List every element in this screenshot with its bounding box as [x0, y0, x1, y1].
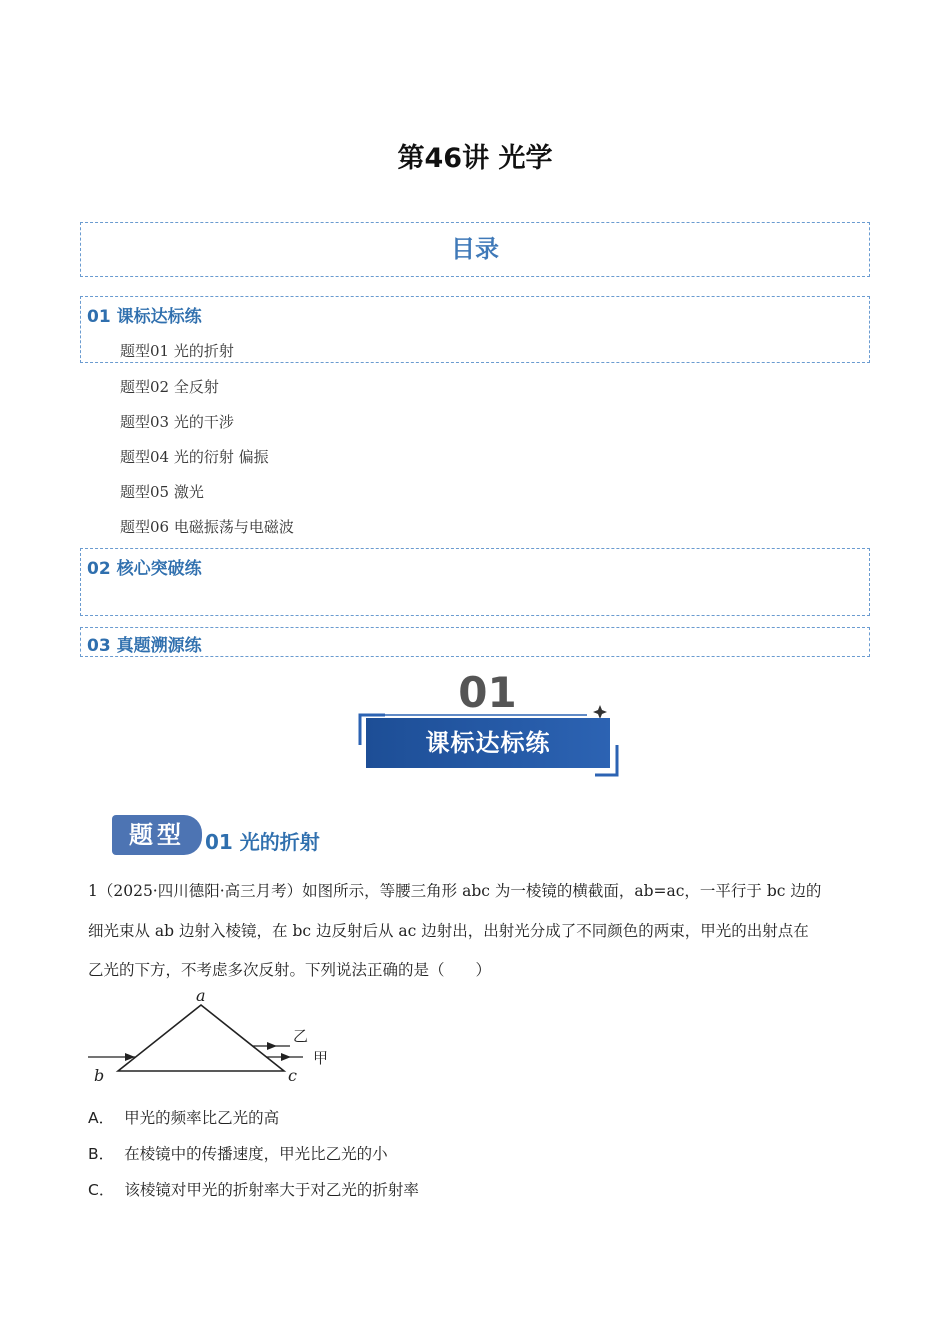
- beam-label: 乙: [293, 1027, 309, 1045]
- toc-item[interactable]: 题型05 激光: [120, 483, 204, 501]
- question-line: 1（2025·四川德阳·高三月考）如图所示，等腰三角形 abc 为一棱镜的横截面，ab=ac，一平行于 bc 边的: [88, 882, 822, 900]
- toc-heading: 目录: [451, 235, 499, 263]
- toc-section-label[interactable]: 03 真题溯源练: [87, 636, 202, 656]
- toc-item[interactable]: 题型03 光的干涉: [120, 413, 234, 431]
- option-a[interactable]: A． 甲光的频率比乙光的高: [88, 1109, 280, 1127]
- toc-item[interactable]: 题型02 全反射: [120, 378, 219, 396]
- prism-figure: [85, 985, 345, 1085]
- page-title: 第46讲 光学: [397, 143, 553, 174]
- vertex-label: b: [94, 1066, 105, 1085]
- banner-label: 课标达标练: [366, 718, 610, 768]
- beam-label: 甲: [313, 1049, 329, 1067]
- question-type-badge: 题型: [112, 815, 202, 855]
- vertex-label: c: [288, 1066, 297, 1085]
- toc-section-label[interactable]: 01 课标达标练: [87, 307, 202, 327]
- question-line: 乙光的下方，不考虑多次反射。下列说法正确的是（ ）: [88, 961, 492, 979]
- question-line: 细光束从 ab 边射入棱镜，在 bc 边反射后从 ac 边射出，出射光分成了不同颜色的两束，甲光的出射点在: [88, 922, 809, 940]
- toc-heading-box: [80, 222, 870, 277]
- toc-section-label[interactable]: 02 核心突破练: [87, 559, 202, 579]
- toc-section-3: [80, 627, 870, 657]
- question-type-title: 01 光的折射: [205, 830, 320, 854]
- toc-section-2: [80, 548, 870, 616]
- vertex-label: a: [196, 986, 206, 1005]
- banner-number: 01: [458, 668, 517, 717]
- option-c[interactable]: C． 该棱镜对甲光的折射率大于对乙光的折射率: [88, 1181, 419, 1199]
- toc-item[interactable]: 题型06 电磁振荡与电磁波: [120, 518, 294, 536]
- toc-item[interactable]: 题型01 光的折射: [120, 342, 234, 360]
- option-b[interactable]: B． 在棱镜中的传播速度，甲光比乙光的小: [88, 1145, 388, 1163]
- toc-item[interactable]: 题型04 光的衍射 偏振: [120, 448, 269, 466]
